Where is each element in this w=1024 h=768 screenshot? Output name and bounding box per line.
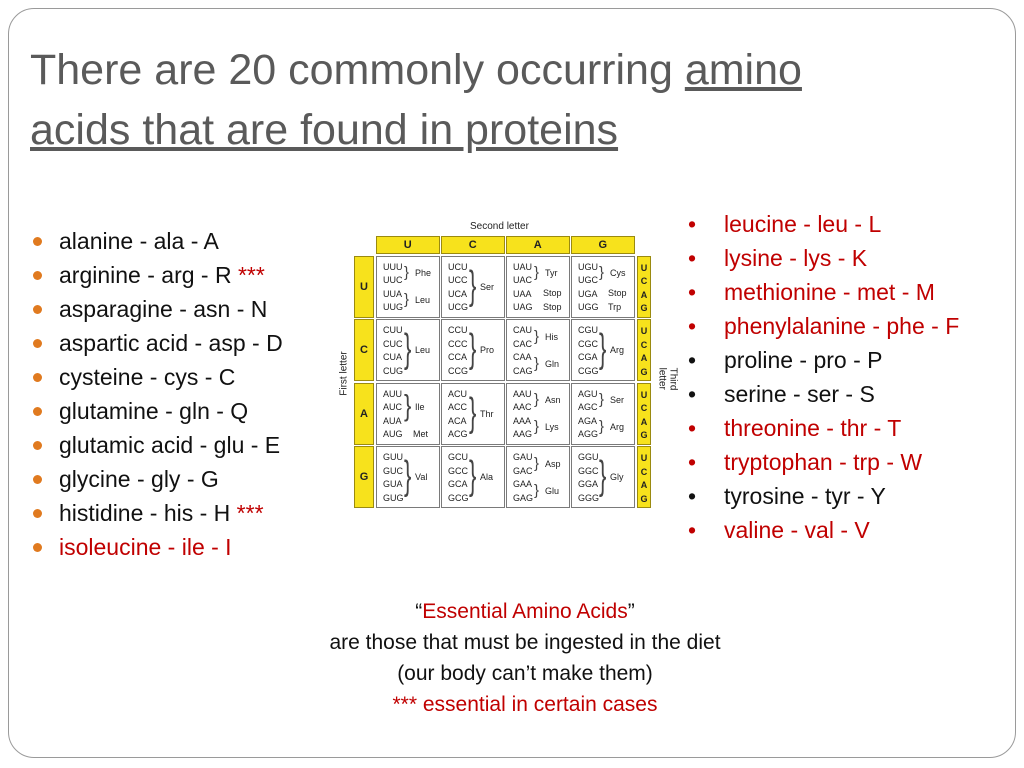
codon: GUU	[383, 452, 403, 462]
amino-acid-text: arginine - arg - R	[59, 262, 238, 288]
codon: ACU	[448, 388, 468, 399]
codon: AGA	[578, 415, 598, 426]
amino-acid-label: Cys	[610, 268, 626, 278]
codon: ACG	[448, 429, 468, 439]
codon: GCA	[448, 479, 468, 489]
codon: AGU	[578, 388, 598, 399]
codon: AUU	[383, 388, 403, 399]
second-letter-header: U	[376, 236, 440, 254]
codon-block	[506, 446, 570, 508]
codon-block	[376, 319, 440, 381]
codon-list	[513, 388, 532, 442]
codon-block	[441, 446, 505, 508]
brace-icon: }	[599, 418, 605, 435]
codon: UUG	[383, 302, 403, 312]
codon: GGA	[578, 479, 599, 489]
brace-icon: }	[404, 291, 410, 308]
third-letter: U	[640, 262, 648, 273]
amino-acid-label: Asn	[545, 395, 561, 405]
codon: CAC	[513, 338, 533, 349]
codon: UCG	[448, 302, 468, 312]
amino-acid-text: threonine - thr - T	[724, 415, 902, 441]
third-letter: C	[640, 466, 648, 477]
codon: UGU	[578, 261, 598, 272]
title-text: There are 20 commonly occurring	[30, 46, 685, 94]
codon: UGC	[578, 275, 598, 285]
codon: UAU	[513, 261, 533, 272]
codon: GAA	[513, 479, 533, 489]
codon: UAC	[513, 275, 533, 285]
codon: UCU	[448, 261, 468, 272]
brace-icon: }	[469, 452, 477, 498]
amino-acid-label: His	[545, 331, 558, 342]
amino-acid-label: Ile	[415, 401, 425, 412]
codon: CGG	[578, 365, 599, 376]
amino-acid-item	[30, 496, 283, 530]
codon-list	[578, 324, 599, 378]
amino-acid-label: Arg	[610, 345, 625, 355]
third-letter-column	[637, 256, 651, 318]
amino-acid-label: Stop	[608, 288, 627, 299]
third-letter-column	[637, 383, 651, 445]
amino-acid-label: Stop	[543, 288, 562, 299]
brace-icon: }	[534, 454, 540, 472]
codon: UCC	[448, 275, 468, 285]
codon-block	[376, 383, 440, 445]
codon: AAU	[513, 388, 532, 399]
codon: AUC	[383, 402, 403, 412]
codon-list	[448, 451, 469, 505]
codon: GCG	[448, 492, 469, 503]
codon-block	[441, 383, 505, 445]
codon: GGU	[578, 452, 599, 462]
third-letter: A	[640, 353, 648, 363]
amino-acid-text: glutamic acid - glu - E	[59, 432, 281, 458]
codon: GUC	[383, 465, 403, 476]
amino-acid-item	[688, 411, 959, 445]
codon: CUC	[383, 338, 403, 349]
brace-icon: }	[404, 452, 412, 498]
third-letter: G	[640, 430, 648, 440]
amino-acid-item	[688, 207, 959, 241]
codon: CCG	[448, 365, 468, 376]
amino-acid-item	[30, 530, 283, 564]
amino-acids-link-part2[interactable]: acids that are found in proteins	[30, 106, 619, 154]
codon: GAC	[513, 465, 533, 476]
third-letter: G	[640, 493, 648, 504]
amino-acid-label: Pro	[480, 345, 495, 355]
amino-acid-item	[30, 292, 283, 326]
amino-acid-item	[688, 275, 959, 309]
essential-note	[200, 596, 850, 720]
amino-acid-text: tyrosine - tyr - Y	[724, 483, 886, 509]
amino-acid-label: Lys	[545, 422, 559, 432]
amino-acid-item	[30, 394, 283, 428]
amino-acid-text: asparagine - asn - N	[59, 296, 268, 322]
brace-icon: }	[534, 264, 540, 281]
amino-acid-text: methionine - met - M	[724, 279, 935, 305]
codon-list	[448, 388, 468, 442]
amino-acid-label: Arg	[610, 422, 625, 432]
first-letter-header: A	[354, 383, 374, 445]
essential-amino-acids-label: Essential Amino Acids	[422, 600, 628, 623]
brace-icon: }	[599, 452, 607, 498]
codon: ACA	[448, 415, 467, 426]
third-letter-column	[637, 319, 651, 381]
amino-acid-item	[688, 377, 959, 411]
codon-list	[383, 261, 403, 315]
codon-block	[571, 383, 635, 445]
amino-acid-text: valine - val - V	[724, 517, 870, 543]
codon: AAG	[513, 429, 533, 439]
amino-acid-item	[30, 224, 283, 258]
codon: AUA	[383, 415, 402, 426]
codon: GAG	[513, 492, 534, 503]
codon-block	[506, 383, 570, 445]
second-letter-label: Second letter	[470, 221, 529, 232]
amino-acids-link-part1[interactable]: amino	[684, 46, 802, 94]
amino-acid-text: tryptophan - trp - W	[724, 449, 923, 475]
codon: AGG	[578, 429, 599, 439]
third-letter-label: Third letter	[656, 367, 679, 391]
codon: UUU	[383, 261, 403, 272]
codon: GGC	[578, 465, 599, 476]
amino-acid-label: Asp	[545, 458, 561, 469]
codon-list	[383, 324, 403, 378]
amino-acid-item	[30, 462, 283, 496]
codon-block	[506, 319, 570, 381]
codon-list	[578, 388, 598, 442]
codon: CGA	[578, 352, 598, 362]
amino-acid-label: Tyr	[545, 268, 558, 278]
amino-acid-list-left	[30, 224, 283, 564]
brace-icon: }	[534, 327, 540, 345]
codon: ACC	[448, 402, 468, 412]
amino-acid-item	[688, 343, 959, 377]
third-letter: A	[640, 416, 648, 427]
third-letter: C	[640, 403, 648, 413]
codon: CCU	[448, 325, 468, 335]
codon-block	[506, 256, 570, 318]
codon: GUG	[383, 492, 404, 503]
third-letter: C	[640, 276, 648, 286]
amino-acid-text: lysine - lys - K	[724, 245, 868, 271]
codon-block	[441, 256, 505, 318]
slide-title	[30, 40, 990, 160]
codon: AUG	[383, 429, 403, 439]
codon: UAA	[513, 288, 532, 299]
codon: UGA	[578, 288, 598, 299]
codon: CGC	[578, 338, 598, 349]
third-letter: U	[640, 389, 648, 400]
third-letter: U	[640, 453, 648, 463]
second-letter-header: G	[571, 236, 635, 254]
codon: AAA	[513, 415, 532, 426]
codon-block	[571, 446, 635, 508]
codon: AGC	[578, 402, 598, 412]
amino-acid-text: aspartic acid - asp - D	[59, 330, 283, 356]
brace-icon: }	[599, 264, 605, 281]
codon: UCA	[448, 288, 468, 299]
brace-icon: }	[534, 481, 540, 499]
codon: CUA	[383, 352, 403, 362]
codon: CAU	[513, 325, 533, 335]
third-letter: A	[640, 480, 648, 490]
codon: UGG	[578, 302, 599, 312]
codon: CAA	[513, 352, 532, 362]
codon: UAG	[513, 302, 533, 312]
amino-acid-text: glutamine - gln - Q	[59, 398, 249, 424]
codon: GCU	[448, 452, 468, 462]
brace-icon: }	[404, 388, 412, 423]
codon-list	[513, 324, 533, 378]
amino-acid-label: Gly	[610, 472, 624, 482]
amino-acid-item	[30, 360, 283, 394]
brace-icon: }	[469, 325, 477, 371]
amino-acid-label: Trp	[608, 301, 622, 312]
codon-list	[448, 324, 468, 378]
first-letter-header: G	[354, 446, 374, 508]
amino-acid-text: isoleucine - ile - I	[59, 534, 232, 560]
brace-icon: }	[534, 354, 540, 372]
codon-list	[448, 261, 468, 315]
codon: CCA	[448, 352, 468, 362]
amino-acid-label: Leu	[415, 345, 431, 355]
amino-acid-text: proline - pro - P	[724, 347, 883, 373]
codon-list	[383, 451, 404, 505]
codon: AAC	[513, 402, 532, 412]
amino-acid-label: Leu	[415, 295, 431, 305]
third-letter: A	[640, 289, 648, 300]
amino-acid-text: leucine - leu - L	[724, 211, 882, 237]
codon-block	[571, 319, 635, 381]
codon-block	[441, 319, 505, 381]
third-letter-column	[637, 446, 651, 508]
codon: CUU	[383, 325, 403, 335]
codon: CUG	[383, 365, 403, 376]
amino-acid-item	[688, 445, 959, 479]
codon-block	[376, 446, 440, 508]
codon-list	[578, 451, 599, 505]
amino-acid-label: Met	[413, 428, 429, 439]
amino-acid-item	[688, 513, 959, 547]
codon-block	[571, 256, 635, 318]
amino-acid-item	[30, 258, 283, 292]
amino-acid-label: Ser	[610, 395, 625, 405]
brace-icon: }	[534, 418, 540, 435]
codon-block	[376, 256, 440, 318]
amino-acid-label: Ser	[480, 281, 495, 292]
codon: GUA	[383, 479, 403, 489]
conditional-essential-marker: ***	[237, 262, 265, 288]
first-letter-header: C	[354, 319, 374, 381]
codon: GGG	[578, 492, 600, 503]
codon-list	[578, 261, 599, 315]
codon: GCC	[448, 465, 468, 476]
amino-acid-list-right	[688, 207, 959, 547]
codon: CAG	[513, 365, 533, 376]
third-letter: C	[640, 339, 648, 350]
conditional-essential-marker: ***	[236, 500, 264, 526]
amino-acid-item	[688, 241, 959, 275]
brace-icon: }	[404, 325, 412, 371]
note-line-4: *** essential in certain cases	[392, 693, 658, 716]
codon-list	[513, 261, 533, 315]
third-letter: G	[640, 303, 648, 313]
second-letter-header: C	[441, 236, 505, 254]
amino-acid-item	[30, 326, 283, 360]
amino-acid-text: alanine - ala - A	[59, 228, 219, 254]
amino-acid-label: Glu	[545, 485, 560, 496]
codon: CGU	[578, 325, 598, 335]
note-line-1: “Essential Amino Acids”	[415, 600, 635, 623]
brace-icon: }	[599, 325, 607, 371]
brace-icon: }	[534, 391, 540, 408]
amino-acid-item	[30, 428, 283, 462]
amino-acid-label: Ala	[480, 472, 494, 482]
amino-acid-text: glycine - gly - G	[59, 466, 219, 492]
codon: UUA	[383, 288, 403, 299]
codon-list	[383, 388, 403, 442]
codon: GAU	[513, 452, 533, 462]
second-letter-header: A	[506, 236, 570, 254]
codon-list	[513, 451, 533, 505]
codon: CCC	[448, 338, 468, 349]
brace-icon: }	[599, 391, 605, 408]
amino-acid-item	[688, 479, 959, 513]
amino-acid-label: Val	[415, 472, 428, 482]
amino-acid-label: Thr	[480, 408, 494, 419]
amino-acid-item	[688, 309, 959, 343]
third-letter: U	[640, 326, 648, 336]
first-letter-header: U	[354, 256, 374, 318]
codon-table	[338, 218, 679, 508]
amino-acid-text: phenylalanine - phe - F	[724, 313, 960, 339]
note-line-2: are those that must be ingested in the diet	[329, 631, 721, 654]
amino-acid-text: histidine - his - H	[59, 500, 237, 526]
amino-acid-label: Stop	[543, 301, 562, 312]
brace-icon: }	[469, 388, 477, 435]
codon: UUC	[383, 275, 403, 285]
third-letter: G	[640, 366, 648, 377]
amino-acid-text: serine - ser - S	[724, 381, 875, 407]
amino-acid-label: Gln	[545, 358, 560, 369]
first-letter-label: First letter	[338, 351, 350, 396]
brace-icon: }	[404, 264, 410, 281]
amino-acid-text: cysteine - cys - C	[59, 364, 236, 390]
note-line-3: (our body can’t make them)	[397, 662, 653, 685]
amino-acid-label: Phe	[415, 268, 432, 278]
brace-icon: }	[469, 261, 477, 308]
